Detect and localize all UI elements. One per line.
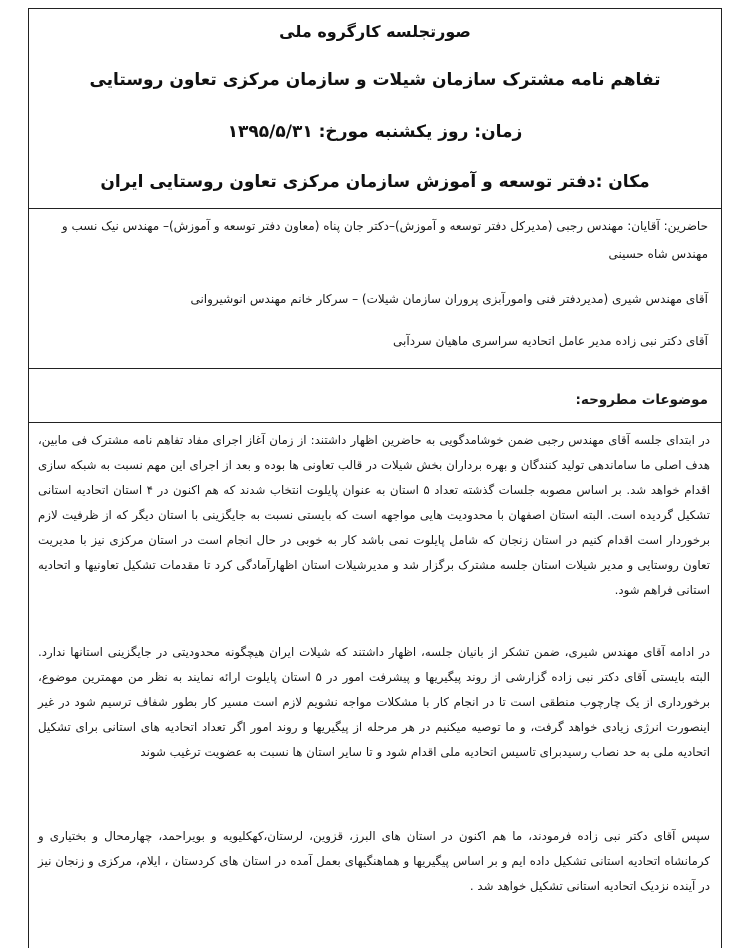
document-title: صورتجلسه کارگروه ملی: [279, 22, 471, 41]
topics-divider: [28, 422, 722, 423]
topics-paragraph-2: در ادامه آقای مهندس شیری، ضمن تشکر از بانیان جلسه، اظهار داشتند که شیلات ایران هیچگونه محدودیتی در جایگزینی استانها ندارد. البته بایستی آقای دکتر نبی زاده گزارشی از روند پیگیریها و پیشرفت امور در ۵ استان پایلوت ارائه نمایند به نظر من مهمترین موضوع، برخورداری از یک چارچوب منطقی است تا در انجام کار با مشکلات مواجه نشویم لازم است مسیر کار بطور شفاف ترسیم شود در غیر اینصورت انرژی زیادی خواهد گرفت، و ما توصیه میکنیم در هر مرحله از پیگیریها و روند امور اگر تعداد اتحادیه های استانی برای تشکیل اتحادیه ملی به حد نصاب رسیدبرای تاسیس اتحادیه ملی اقدام شود و تا سایر استان ها نسبت به عضویت ترغیب شوند: [38, 645, 710, 759]
meeting-time: زمان: روز یکشنبه مورخ: ۱۳۹۵/۵/۳۱: [227, 122, 523, 142]
attendees-line-1: حاضرین: آقایان: مهندس رجبی (مدیرکل دفتر توسعه و آموزش)–دکتر جان پناه (معاون دفتر توسعه و آموزش)– مهندس نیک نسب و: [61, 219, 708, 233]
attendees-line-3: آقای مهندس شیری (مدیردفتر فنی وامورآبزی پروران سازمان شیلات) – سرکار خانم مهندس انوشیروانی: [190, 292, 708, 306]
meeting-place: مکان :دفتر توسعه و آموزش سازمان مرکزی تعاون روستایی ایران: [100, 172, 650, 192]
topics-heading: موضوعات مطروحه:: [575, 392, 708, 408]
header-divider: [28, 208, 722, 209]
topics-paragraph-1: در ابتدای جلسه آقای مهندس رجبی ضمن خوشامدگویی به حاضرین اظهار داشتند: از زمان آغاز اجرای مفاد تفاهم نامه مشترک فی مابین، هدف اصلی ما ساماندهی تولید کنندگان و بهره برداران بخش شیلات در قالب تعاونی ها بوده و بعد از اجرای این مهم نسبت به شبکه سازی اقدام خواهد شد. بر اساس مصوبه جلسات گذشته تعداد ۵ استان به عنوان پایلوت انتخاب شدند که هم اکنون در ۴ استان اتحادیه استانی تشکیل گردیده است. البته استان اصفهان با محدودیت هایی مواجهه است که بایستی نسبت به جایگزینی با استان دیگر که از ظرفیت لازم برخوردار است اقدام کنیم در استان زنجان که شامل پایلوت نمی باشد کار به خوبی در حال انجام است در استان مرکزی نیز با مدیریت تعاون روستایی و مدیر شیلات استان جلسه مشترک برگزار شد و مدیرشیلات استان اظهارآمادگی کرد تا مقدمات تشکیل تعاونیها و اتحادیه استانی فراهم شود.: [38, 433, 710, 597]
attendees-line-2: مهندس شاه حسینی: [608, 247, 708, 261]
document-subject: تفاهم نامه مشترک سازمان شیلات و سازمان مرکزی تعاون روستایی: [89, 70, 661, 90]
attendees-divider: [28, 368, 722, 369]
attendees-line-4: آقای دکتر نبی زاده مدیر عامل اتحادیه سراسری ماهیان سردآبی: [393, 334, 708, 348]
topics-paragraph-3: سپس آقای دکتر نبی زاده فرمودند، ما هم اکنون در استان های البرز، قزوین، لرستان،کهکلیویه و بویراحمد، چهارمحال و بختیاری و کرمانشاه اتحادیه استانی تشکیل داده ایم و بر اساس پیگیریها و هماهنگیهای بعمل آمده در استان های کردستان ، ایلام، مرکزی و زنجان نیز در آینده نزدیک اتحادیه استانی تشکیل خواهد شد .: [38, 829, 710, 893]
